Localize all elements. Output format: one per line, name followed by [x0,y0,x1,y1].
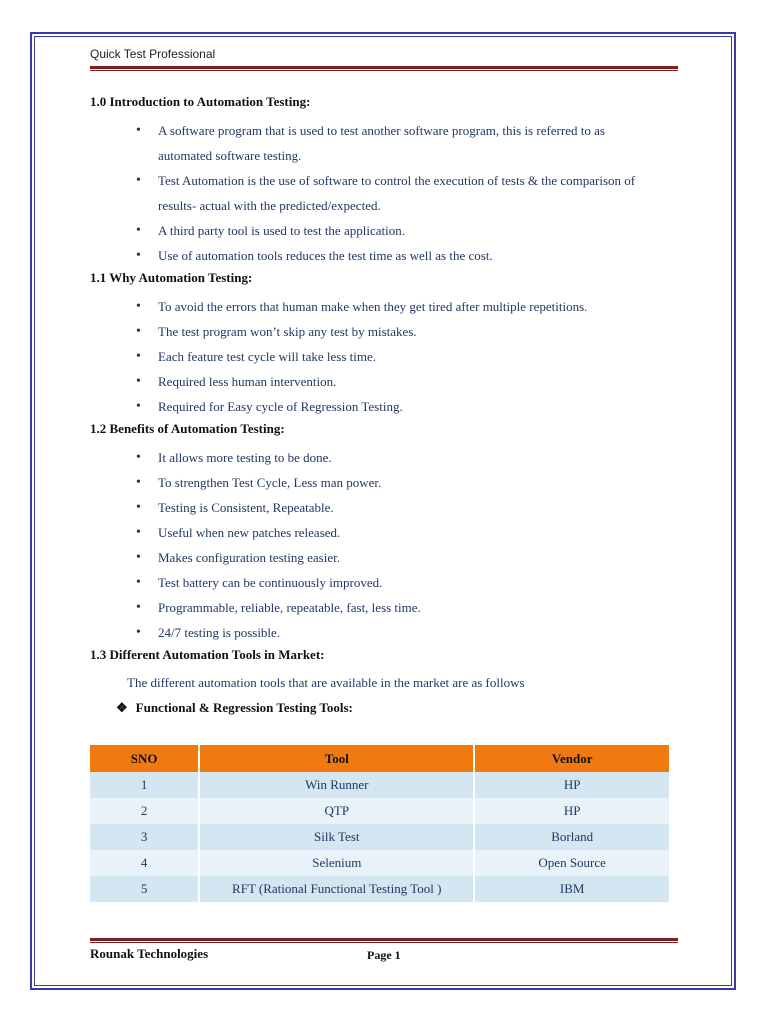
list-item: • A third party tool is used to test the application. [158,218,680,243]
list-item: • Test Automation is the use of software to control the execution of tests & the comparison of results- actual with the predicted/expected. [158,168,680,218]
cell-sno: 2 [90,798,200,824]
section-heading: 1.2 Benefits of Automation Testing: [90,421,285,436]
list-item: • Test battery can be continuously improved. [158,570,680,595]
list-item: • The test program won’t skip any test by mistakes. [158,319,680,344]
list-item: • Programmable, reliable, repeatable, fast, less time. [158,595,680,620]
bullet-list [90,118,680,268]
cell-sno: 1 [90,772,200,798]
list-item: • To avoid the errors that human make when they get tired after multiple repetitions. [158,294,680,319]
column-header-tool: Tool [200,745,475,772]
table-header-row [90,745,669,772]
cell-tool: QTP [200,798,475,824]
table-row [90,772,669,798]
tools-subheading: ❖ Functional & Regression Testing Tools: [116,700,353,715]
list-item: • Makes configuration testing easier. [158,545,680,570]
cell-vendor: HP [475,798,669,824]
section-heading: 1.3 Different Automation Tools in Market: [90,647,325,662]
footer-company: Rounak Technologies [90,946,209,961]
list-item: • 24/7 testing is possible. [158,620,680,645]
column-header-sno: SNO [90,745,200,772]
cell-tool: Silk Test [200,824,475,850]
cell-vendor: IBM [475,876,669,902]
header-title: Quick Test Professional [90,47,216,61]
table-row [90,798,669,824]
list-item: • Use of automation tools reduces the test time as well as the cost. [158,243,680,268]
cell-sno: 5 [90,876,200,902]
column-header-vendor: Vendor [475,745,669,772]
cell-sno: 4 [90,850,200,876]
table-row [90,824,669,850]
list-item: • Required for Easy cycle of Regression Testing. [158,394,680,419]
header-rule [90,66,678,71]
section-heading: 1.0 Introduction to Automation Testing: [90,94,311,109]
bullet-list [90,294,680,419]
cell-tool: Selenium [200,850,475,876]
cell-sno: 3 [90,824,200,850]
footer-page-number: Page 1 [367,948,401,962]
list-item: • Testing is Consistent, Repeatable. [158,495,680,520]
diamond-bullet-icon: ❖ [116,700,128,715]
footer-rule [90,938,678,943]
list-item: • Each feature test cycle will take less time. [158,344,680,369]
tools-intro: The different automation tools that are available in the market are as follows [127,675,525,690]
cell-tool: RFT (Rational Functional Testing Tool ) [200,876,475,902]
list-item: • Required less human intervention. [158,369,680,394]
list-item: • To strengthen Test Cycle, Less man power. [158,470,680,495]
section-heading: 1.1 Why Automation Testing: [90,270,253,285]
bullet-list [90,445,680,645]
list-item: • A software program that is used to test another software program, this is referred to as automated software testing. [158,118,680,168]
list-item: • It allows more testing to be done. [158,445,680,470]
cell-vendor: Borland [475,824,669,850]
cell-vendor: Open Source [475,850,669,876]
cell-tool: Win Runner [200,772,475,798]
list-item: • Useful when new patches released. [158,520,680,545]
cell-vendor: HP [475,772,669,798]
table-row [90,876,669,902]
document-body [90,92,680,721]
tools-table [90,745,669,902]
table-row [90,850,669,876]
